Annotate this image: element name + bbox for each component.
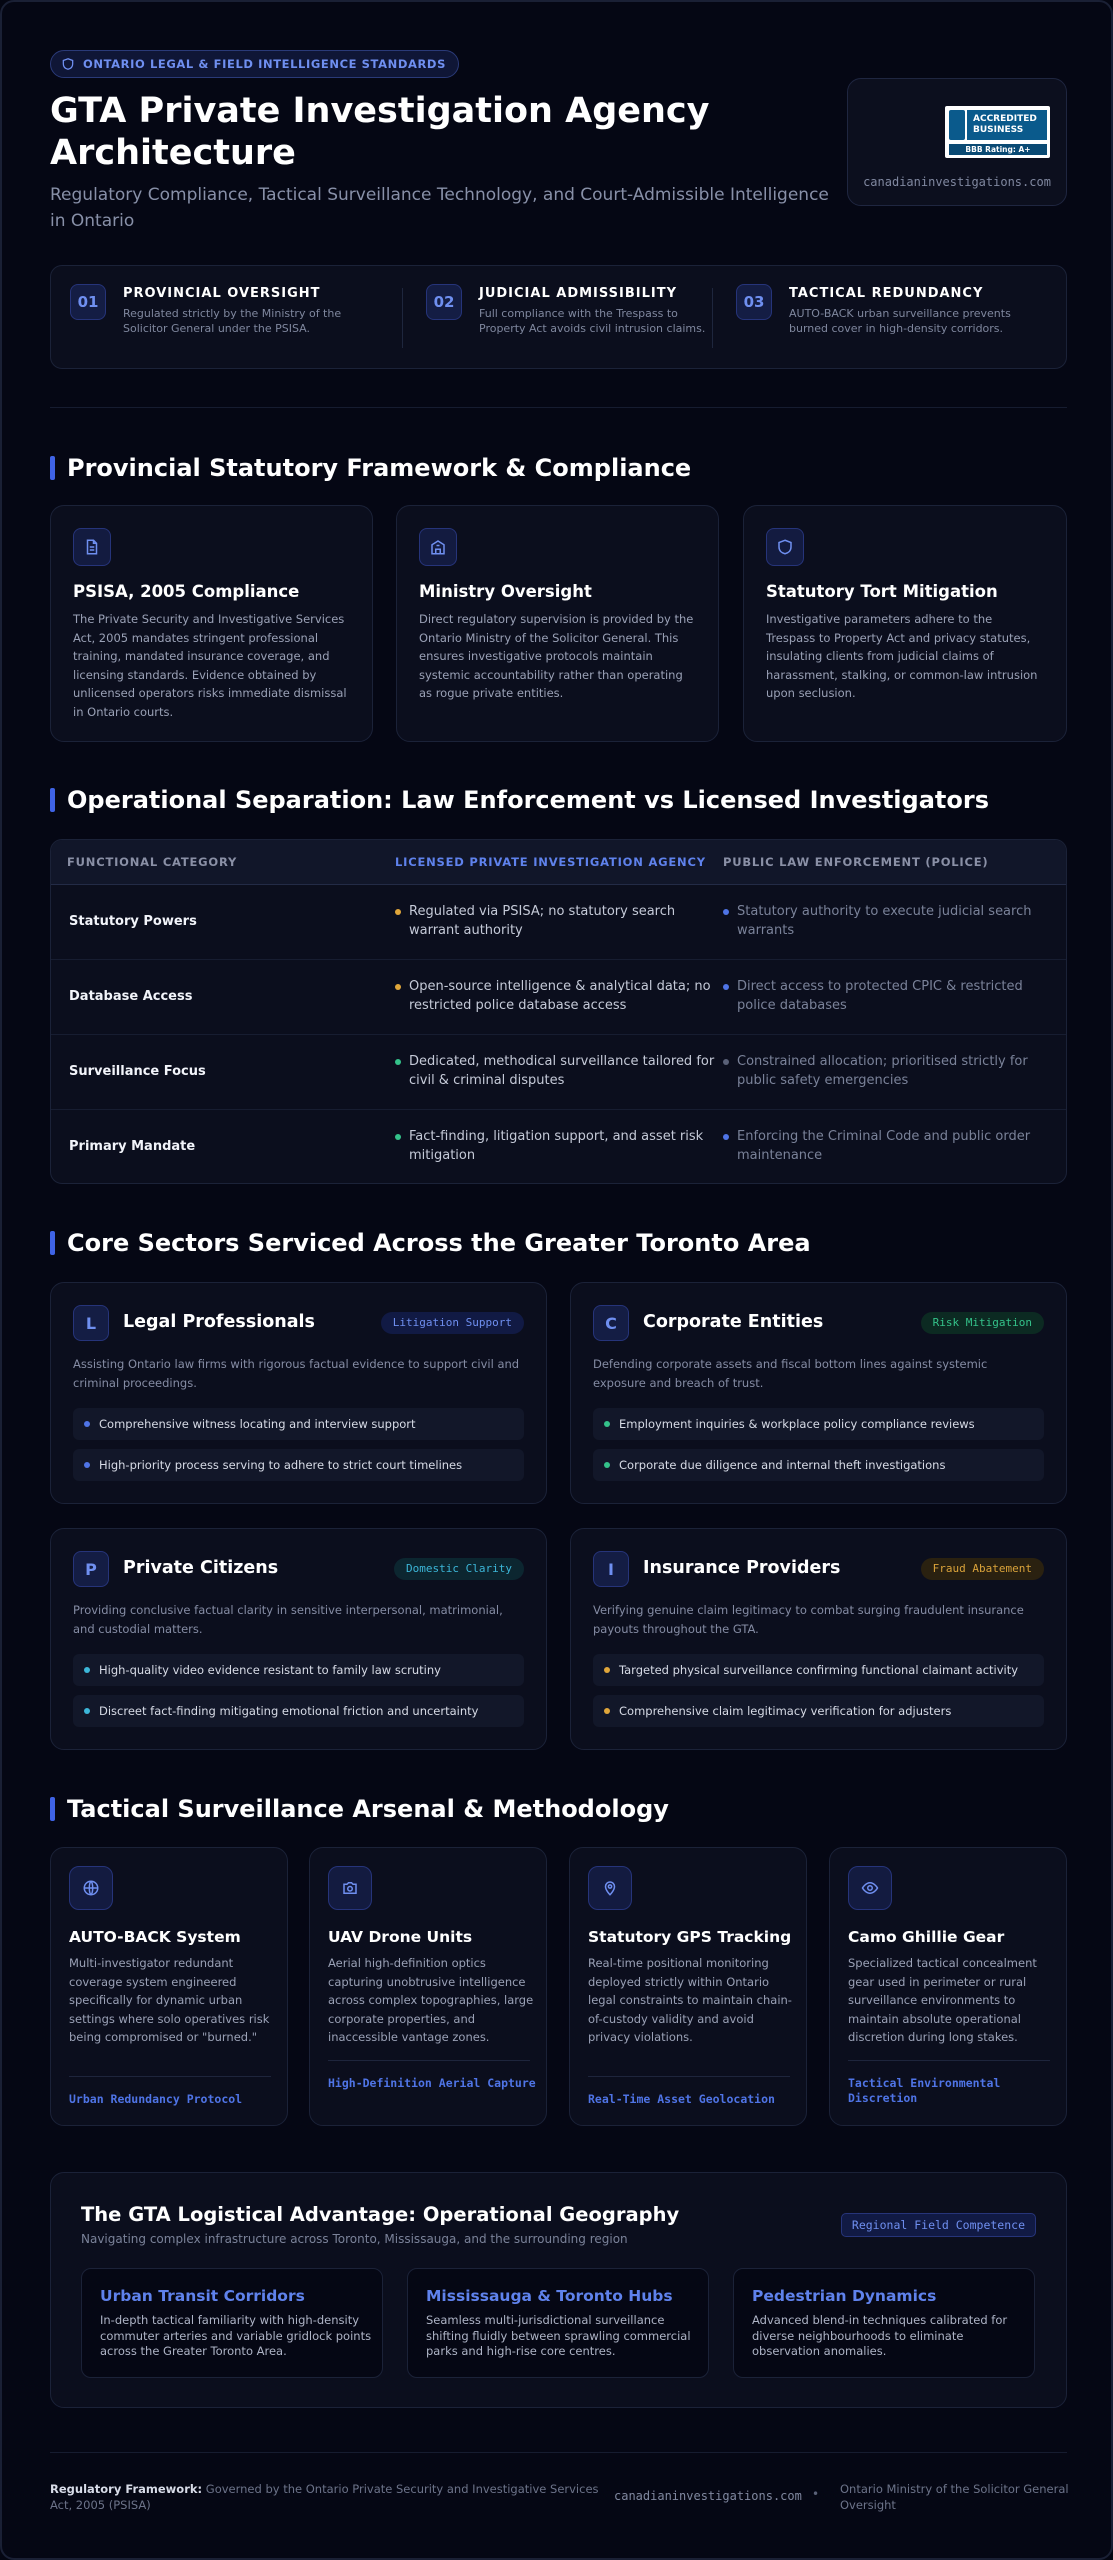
pillars-strip (50, 265, 1067, 369)
arsenal-card-gps (569, 1847, 807, 2126)
status-dot (395, 1059, 401, 1065)
page-title: GTA Private Investigation Agency Architecture (50, 91, 710, 173)
section-title-text: Tactical Surveillance Arsenal & Methodology (67, 1795, 669, 1823)
section-title-text: Core Sectors Serviced Across the Greater Toronto Area (67, 1229, 811, 1257)
camera-icon (328, 1866, 372, 1910)
sector-tag: Fraud Abatement (921, 1558, 1044, 1580)
row-police-cell (737, 977, 1057, 1015)
table-row (51, 1110, 1066, 1184)
sector-tag: Risk Mitigation (921, 1312, 1044, 1334)
status-dot (723, 1059, 729, 1065)
bbb-line2: BUSINESS (973, 124, 1024, 135)
table-header-police: PUBLIC LAW ENFORCEMENT (POLICE) (723, 855, 989, 869)
section-title-framework (50, 454, 691, 482)
sector-list-item (73, 1695, 524, 1727)
pillar-title: PROVINCIAL OVERSIGHT (123, 286, 321, 301)
geography-card-hubs (407, 2268, 709, 2378)
sector-letter-icon: I (593, 1551, 629, 1587)
sector-list-item (73, 1449, 524, 1481)
sector-card-insurance (570, 1528, 1067, 1750)
bullet-dot (84, 1708, 90, 1714)
section-title-sectors (50, 1229, 811, 1257)
bbb-seal-icon (949, 110, 965, 140)
row-licensed-text: Dedicated, methodical surveillance tailored for civil & criminal disputes (409, 1054, 715, 1088)
sector-desc: Providing conclusive factual clarity in sensitive interpersonal, matrimonial, and custodial matters. (73, 1603, 503, 1636)
section-accent-bar (50, 788, 55, 812)
table-header-category: FUNCTIONAL CATEGORY (67, 855, 238, 869)
geography-card-transit (81, 2268, 383, 2378)
section-title-arsenal (50, 1795, 669, 1823)
bbb-accredited-text (967, 110, 1047, 140)
arsenal-desc: Specialized tactical concealment gear used in perimeter or rural surveillance environments to maintain absolute operational discretion during long stakes. (848, 1956, 1037, 2044)
comparison-table (50, 839, 1067, 1184)
arsenal-desc: Multi-investigator redundant coverage system engineered specifically for dynamic urban settings where solo operatives risk being compromised or "burned." (69, 1956, 270, 2044)
footer-domain-link[interactable]: canadianinvestigations.com (614, 2489, 802, 2503)
section-accent-bar (50, 1797, 55, 1821)
status-dot (723, 909, 729, 915)
sector-name: Private Citizens (123, 1558, 279, 1578)
arsenal-footer-label: High-Definition Aerial Capture (328, 2076, 536, 2090)
sector-list-item (593, 1408, 1044, 1440)
arsenal-card-uav (309, 1847, 547, 2126)
eye-icon (848, 1866, 892, 1910)
divider (50, 2452, 1067, 2453)
sector-item-text: Comprehensive claim legitimacy verification for adjusters (619, 1704, 952, 1718)
table-header (51, 840, 1066, 885)
geography-card-title: Mississauga & Toronto Hubs (426, 2287, 673, 2305)
status-dot (395, 1134, 401, 1140)
row-police-text: Enforcing the Criminal Code and public order maintenance (737, 1129, 1031, 1163)
geography-card-title: Pedestrian Dynamics (752, 2287, 937, 2305)
standards-badge-label: ONTARIO LEGAL & FIELD INTELLIGENCE STANDARDS (83, 57, 446, 71)
building-icon (419, 528, 457, 566)
row-police-text: Constrained allocation; prioritised strictly for public safety emergencies (737, 1054, 1028, 1088)
row-police-cell (737, 902, 1057, 940)
sector-tag: Domestic Clarity (394, 1558, 524, 1580)
sector-item-text: Targeted physical surveillance confirming functional claimant activity (619, 1663, 1019, 1677)
geography-subtitle: Navigating complex infrastructure across Toronto, Mississauga, and the surrounding region (81, 2232, 628, 2246)
row-police-text: Statutory authority to execute judicial search warrants (737, 904, 1032, 938)
sector-tag: Litigation Support (381, 1312, 524, 1334)
document-icon (73, 528, 111, 566)
row-licensed-text: Fact-finding, litigation support, and asset risk mitigation (409, 1129, 704, 1163)
sector-desc: Assisting Ontario law firms with rigorous factual evidence to support civil and criminal proceedings. (73, 1357, 520, 1390)
sector-item-text: Discreet fact-finding mitigating emotional friction and uncertainty (99, 1704, 479, 1718)
shield-icon (766, 528, 804, 566)
framework-card-tort (743, 505, 1067, 742)
arsenal-desc: Aerial high-definition optics capturing unobtrusive intelligence across complex topographies, large corporate properties, and inaccessible vantage zones. (328, 1956, 534, 2044)
pillar-desc: Regulated strictly by the Ministry of the Solicitor General under the PSISA. (123, 307, 342, 335)
sector-name: Corporate Entities (643, 1312, 824, 1332)
section-accent-bar (50, 456, 55, 480)
row-licensed-text: Open-source intelligence & analytical data; no restricted police database access (409, 979, 711, 1013)
framework-card-desc: Direct regulatory supervision is provided by the Ontario Ministry of the Solicitor General. This ensures investigative protocols maintain systemic accountability rather than operating as rogue private entities. (419, 612, 694, 700)
framework-card-title: PSISA, 2005 Compliance (73, 582, 300, 601)
divider (588, 2076, 790, 2077)
bullet-dot (604, 1708, 610, 1714)
sector-list-item (593, 1449, 1044, 1481)
bbb-logo (945, 106, 1050, 158)
section-title-text: Operational Separation: Law Enforcement vs Licensed Investigators (67, 786, 989, 814)
divider (848, 2060, 1050, 2061)
bbb-line1: ACCREDITED (973, 114, 1037, 124)
row-licensed-cell (409, 1052, 729, 1090)
pillar-number: 01 (70, 284, 106, 320)
bullet-dot (604, 1421, 610, 1427)
sector-list-item (73, 1654, 524, 1686)
footer-separator: • (812, 2487, 820, 2501)
sector-letter-icon: L (73, 1305, 109, 1341)
sector-item-text: Comprehensive witness locating and interview support (99, 1417, 416, 1431)
status-dot (723, 984, 729, 990)
footer-regulatory-note (50, 2482, 610, 2513)
status-dot (723, 1134, 729, 1140)
footer-text: Governed by the Ontario Private Security and Investigative Services Act, 2005 (PSISA) (50, 2482, 599, 2512)
row-category: Statutory Powers (69, 914, 197, 929)
pillar-number: 02 (426, 284, 462, 320)
sector-item-text: High-priority process serving to adhere to strict court timelines (99, 1458, 463, 1472)
shield-icon (61, 57, 75, 71)
sector-list-item (73, 1408, 524, 1440)
sector-name: Legal Professionals (123, 1312, 315, 1332)
pillar-divider (712, 288, 713, 348)
footer-ministry: Ontario Ministry of the Solicitor General Oversight (840, 2482, 1069, 2512)
pillar-title: JUDICIAL ADMISSIBILITY (479, 286, 678, 301)
pillar-divider (402, 288, 403, 348)
footer-label: Regulatory Framework: (50, 2482, 203, 2496)
geography-card-title: Urban Transit Corridors (100, 2287, 305, 2305)
divider (69, 2076, 271, 2077)
arsenal-footer-label: Real-Time Asset Geolocation (588, 2092, 775, 2106)
row-category: Database Access (69, 989, 193, 1004)
row-licensed-cell (409, 902, 729, 940)
framework-card-desc: The Private Security and Investigative Services Act, 2005 mandates stringent professional training, mandated insurance coverage, and licensing standards. Evidence obtained by unlicensed operators risks immediate dismissal in Ontario courts. (73, 612, 347, 719)
section-title-text: Provincial Statutory Framework & Compliance (67, 454, 692, 482)
bbb-domain[interactable]: canadianinvestigations.com (863, 175, 1051, 189)
geography-panel (50, 2172, 1067, 2408)
geography-card-pedestrian (733, 2268, 1035, 2378)
row-police-cell (737, 1052, 1057, 1090)
framework-card-psisa (50, 505, 373, 742)
row-licensed-cell (409, 1127, 729, 1165)
table-row (51, 1035, 1066, 1110)
arsenal-footer-label: Urban Redundancy Protocol (69, 2092, 243, 2106)
arsenal-card-ghillie (829, 1847, 1067, 2126)
row-licensed-text: Regulated via PSISA; no statutory search warrant authority (409, 904, 676, 938)
row-police-text: Direct access to protected CPIC & restricted police databases (737, 979, 1023, 1013)
arsenal-card-auto-back (50, 1847, 288, 2126)
row-police-cell (737, 1127, 1057, 1165)
row-category: Surveillance Focus (69, 1064, 206, 1079)
sector-name: Insurance Providers (643, 1558, 841, 1578)
framework-card-title: Ministry Oversight (419, 582, 592, 601)
status-dot (395, 909, 401, 915)
sector-card-corporate (570, 1282, 1067, 1504)
arsenal-footer-label: Tactical Environmental Discretion (848, 2076, 1001, 2105)
sector-item-text: High-quality video evidence resistant to family law scrutiny (99, 1663, 441, 1677)
sector-card-legal (50, 1282, 547, 1504)
geography-card-desc: Seamless multi-jurisdictional surveillance shifting fluidly between sprawling commercial parks and high-rise core centres. (426, 2313, 691, 2358)
row-licensed-cell (409, 977, 729, 1015)
framework-card-desc: Investigative parameters adhere to the Trespass to Property Act and privacy statutes, insulating clients from judicial claims of harassment, stalking, or common-law intrusion upon seclusion. (766, 612, 1038, 700)
table-row (51, 885, 1066, 960)
divider (328, 2060, 530, 2061)
arsenal-title: Statutory GPS Tracking (588, 1928, 792, 1946)
pillar-title: TACTICAL REDUNDANCY (789, 286, 984, 301)
framework-card-ministry (396, 505, 719, 742)
section-title-separation (50, 786, 989, 814)
status-dot (395, 984, 401, 990)
sector-list-item (593, 1654, 1044, 1686)
bullet-dot (84, 1421, 90, 1427)
arsenal-title: AUTO-BACK System (69, 1928, 241, 1946)
section-accent-bar (50, 1231, 55, 1255)
row-category: Primary Mandate (69, 1139, 196, 1154)
table-header-licensed: LICENSED PRIVATE INVESTIGATION AGENCY (395, 855, 706, 869)
geography-card-desc: Advanced blend-in techniques calibrated for diverse neighbourhoods to eliminate observation anomalies. (752, 2313, 1008, 2358)
sector-letter-icon: C (593, 1305, 629, 1341)
standards-badge (50, 50, 459, 78)
bbb-rating: BBB Rating: A+ (949, 144, 1047, 155)
location-pin-icon (588, 1866, 632, 1910)
bullet-dot (604, 1667, 610, 1673)
sector-card-private-citizens (50, 1528, 547, 1750)
bullet-dot (84, 1667, 90, 1673)
table-row (51, 960, 1066, 1035)
sector-desc: Defending corporate assets and fiscal bottom lines against systemic exposure and breach of trust. (593, 1357, 988, 1390)
pillar-desc: Full compliance with the Trespass to Property Act avoids civil intrusion claims. (479, 307, 706, 335)
framework-card-title: Statutory Tort Mitigation (766, 582, 998, 601)
page-subtitle: Regulatory Compliance, Tactical Surveillance Technology, and Court-Admissible Intelligence in Ontario (50, 185, 829, 231)
sector-letter-icon: P (73, 1551, 109, 1587)
bbb-accreditation-card[interactable] (847, 78, 1067, 206)
arsenal-title: Camo Ghillie Gear (848, 1928, 1005, 1946)
bullet-dot (84, 1462, 90, 1468)
geography-tag: Regional Field Competence (841, 2213, 1036, 2237)
sector-desc: Verifying genuine claim legitimacy to combat surging fraudulent insurance payouts throughout the GTA. (593, 1603, 1024, 1636)
geography-title: The GTA Logistical Advantage: Operational Geography (81, 2203, 680, 2226)
pillar-desc: AUTO-BACK urban surveillance prevents burned cover in high-density corridors. (789, 307, 1011, 335)
divider (50, 407, 1067, 408)
pillar-number: 03 (736, 284, 772, 320)
sector-item-text: Employment inquiries & workplace policy compliance reviews (619, 1417, 975, 1431)
sector-item-text: Corporate due diligence and internal theft investigations (619, 1458, 946, 1472)
bullet-dot (604, 1462, 610, 1468)
arsenal-title: UAV Drone Units (328, 1928, 473, 1946)
globe-icon (69, 1866, 113, 1910)
geography-card-desc: In-depth tactical familiarity with high-density commuter arteries and variable gridlock points across the Greater Toronto Area. (100, 2313, 372, 2358)
sector-list-item (593, 1695, 1044, 1727)
arsenal-desc: Real-time positional monitoring deployed strictly within Ontario legal constraints to maintain chain-of-custody validity and avoid privacy violations. (588, 1956, 792, 2044)
